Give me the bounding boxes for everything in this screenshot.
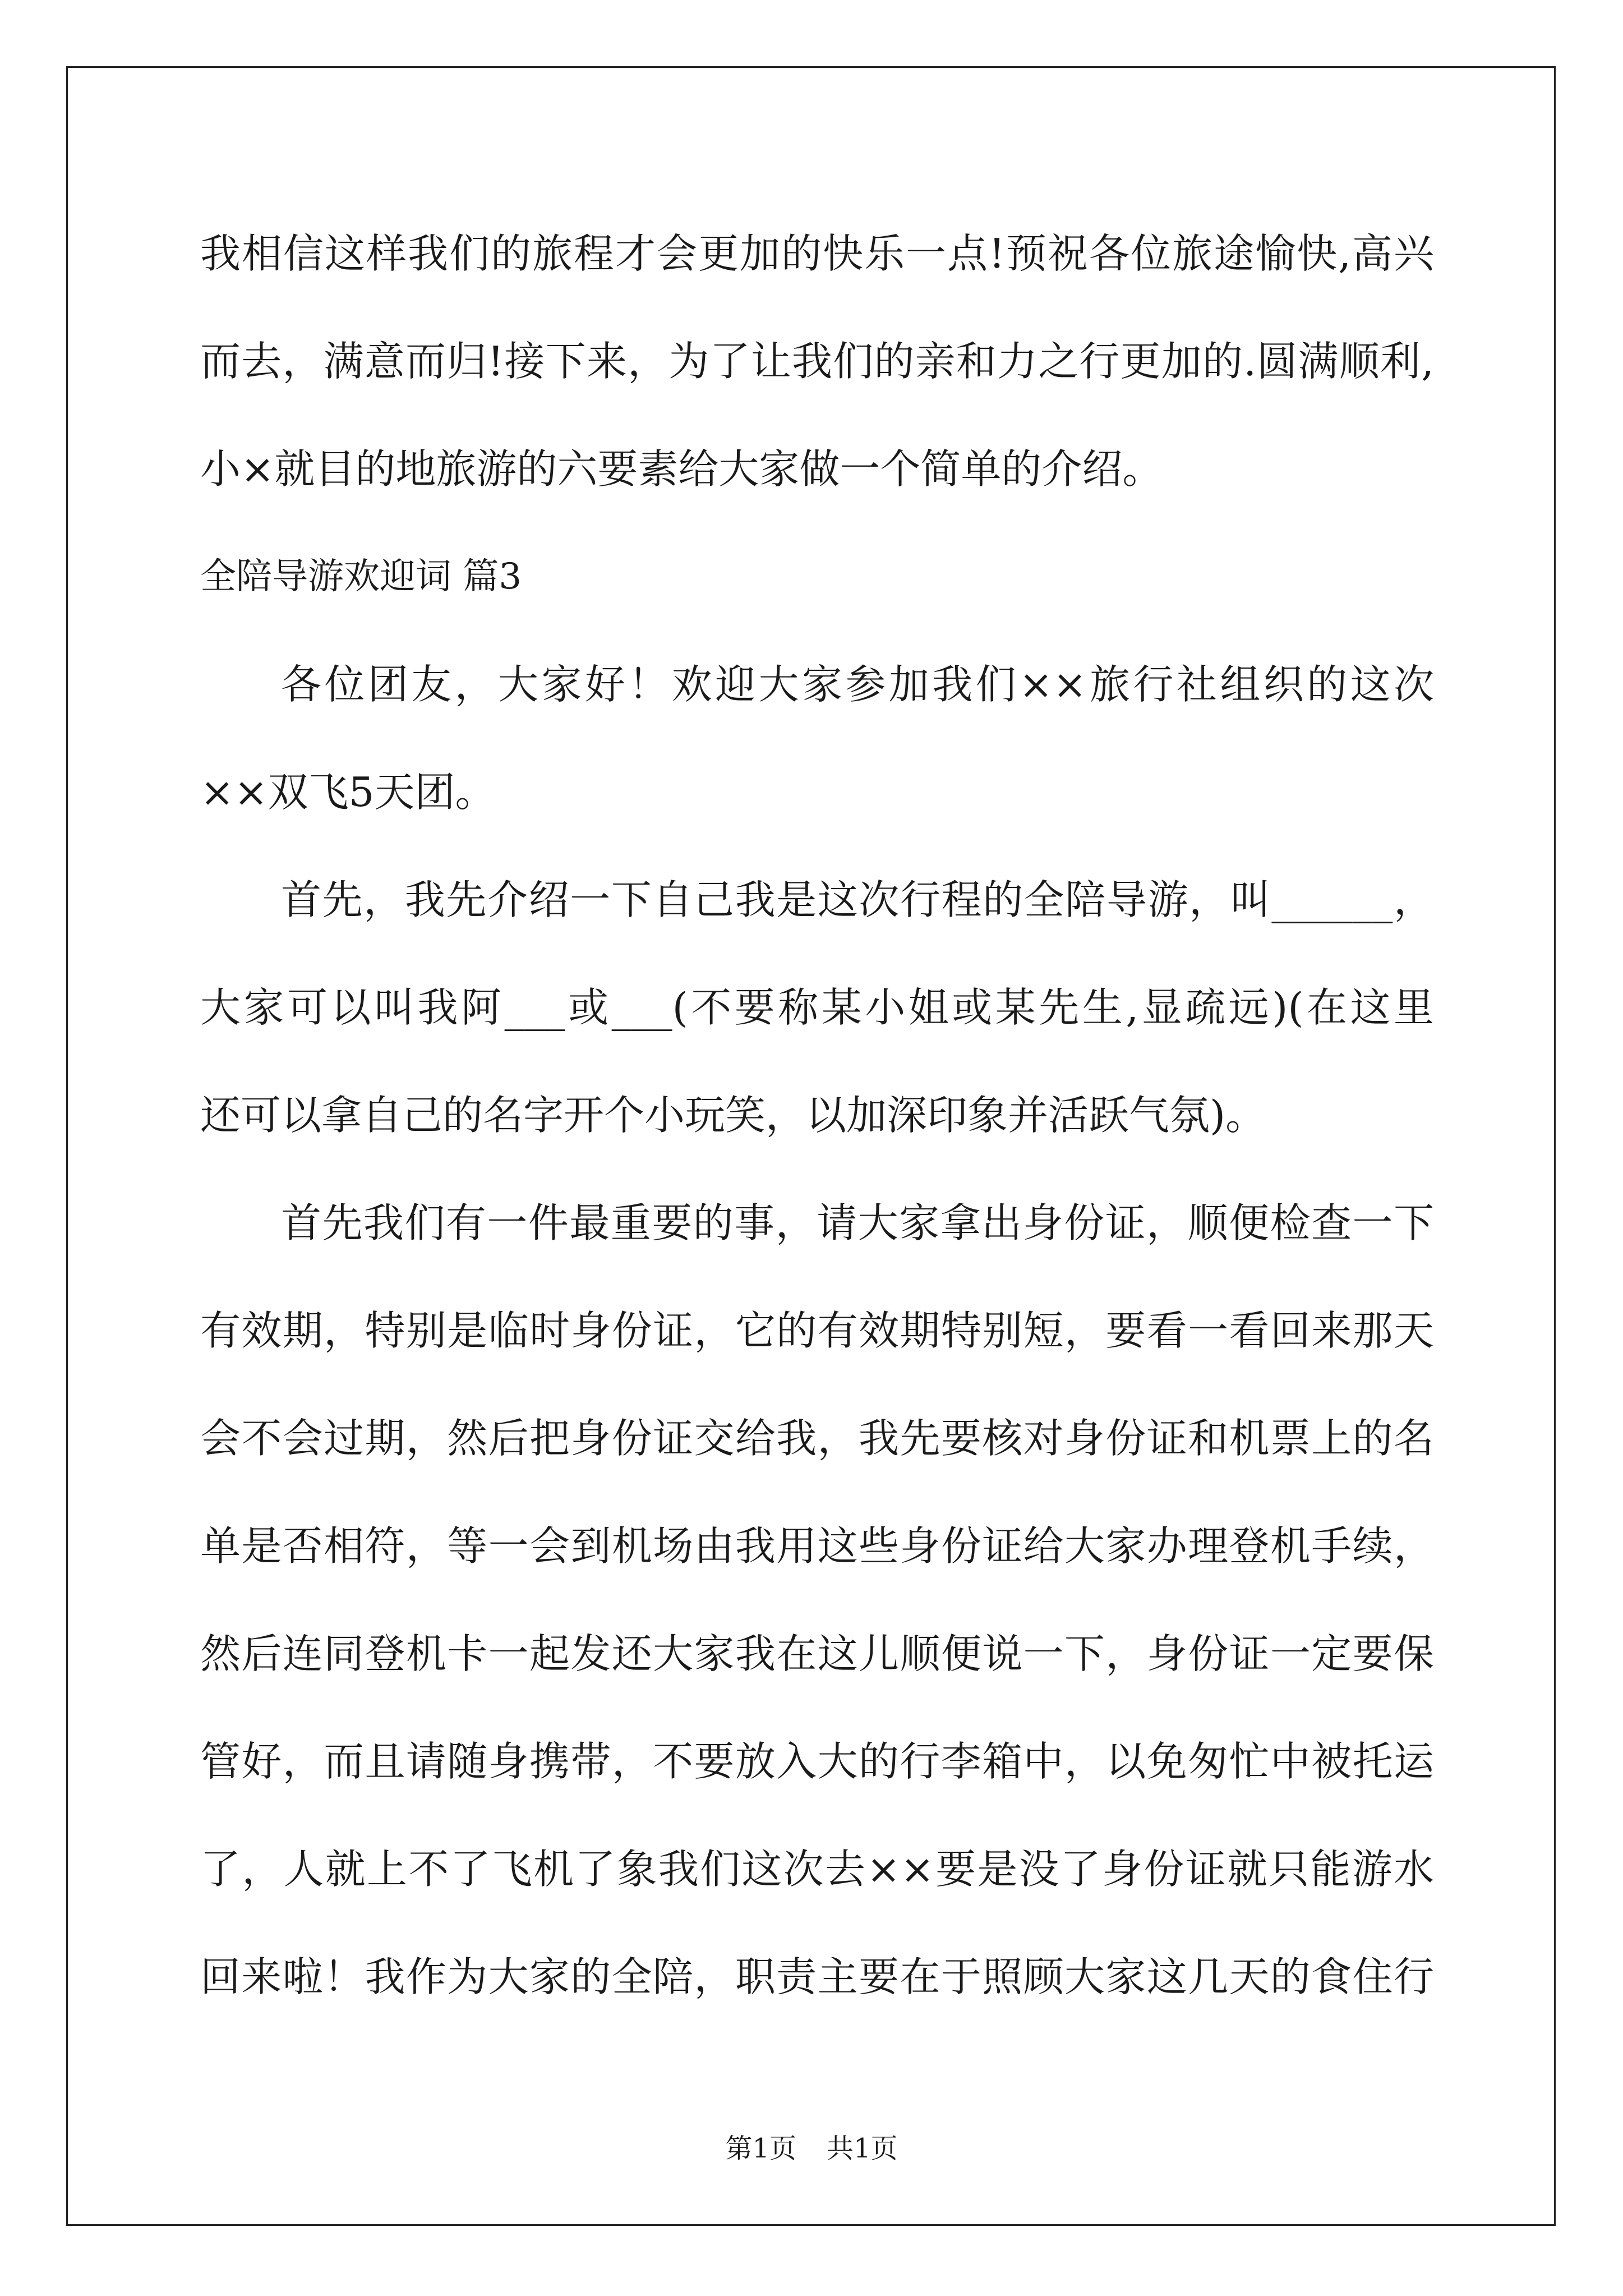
text-line-8: 大家可以叫我阿___或___(不要称某小姐或某先生,显疏远)(在这里 xyxy=(200,984,1434,1031)
text-line-16: 了，人就上不了飞机了象我们这次去××要是没了身份证就只能游水 xyxy=(200,1846,1434,1893)
section-title: 全陪导游欢迎词 篇3 xyxy=(200,556,522,597)
text-line-15: 管好，而且请随身携带，不要放入大的行李箱中，以免匆忙中被托运 xyxy=(200,1738,1434,1785)
text-line-11: 有效期，特别是临时身份证，它的有效期特别短，要看一看回来那天 xyxy=(200,1307,1434,1354)
page-total: 共1页 xyxy=(827,2133,898,2164)
text-line-14: 然后连同登机卡一起发还大家我在这儿顺便说一下，身份证一定要保 xyxy=(200,1630,1434,1677)
text-line-12: 会不会过期，然后把身份证交给我，我先要核对身份证和机票上的名 xyxy=(200,1415,1434,1462)
text-line-3: 小×就目的地旅游的六要素给大家做一个简单的介绍。 xyxy=(200,445,1163,493)
text-line-10: 首先我们有一件最重要的事，请大家拿出身份证，顺便检查一下 xyxy=(281,1199,1434,1246)
text-line-17: 回来啦！我作为大家的全陪，职责主要在于照顾大家这几天的食住行 xyxy=(200,1953,1434,2000)
text-line-6: ××双飞5天团。 xyxy=(200,769,496,816)
page-number: 第1页 xyxy=(725,2133,796,2164)
text-line-9: 还可以拿自己的名字开个小玩笑，以加深印象并活跃气氛)。 xyxy=(200,1092,1266,1139)
text-line-7: 首先，我先介绍一下自己我是这次行程的全陪导游，叫______， xyxy=(281,876,1434,923)
text-line-5: 各位团友，大家好！欢迎大家参加我们××旅行社组织的这次 xyxy=(281,661,1434,708)
document-body xyxy=(200,218,1434,2049)
text-line-2: 而去，满意而归!接下来，为了让我们的亲和力之行更加的.圆满顺利, xyxy=(200,338,1434,385)
text-line-13: 单是否相符，等一会到机场由我用这些身份证给大家办理登机手续， xyxy=(200,1522,1434,1570)
text-line-1: 我相信这样我们的旅程才会更加的快乐一点!预祝各位旅途愉快,高兴 xyxy=(200,230,1434,277)
page-footer xyxy=(0,2132,1623,2165)
